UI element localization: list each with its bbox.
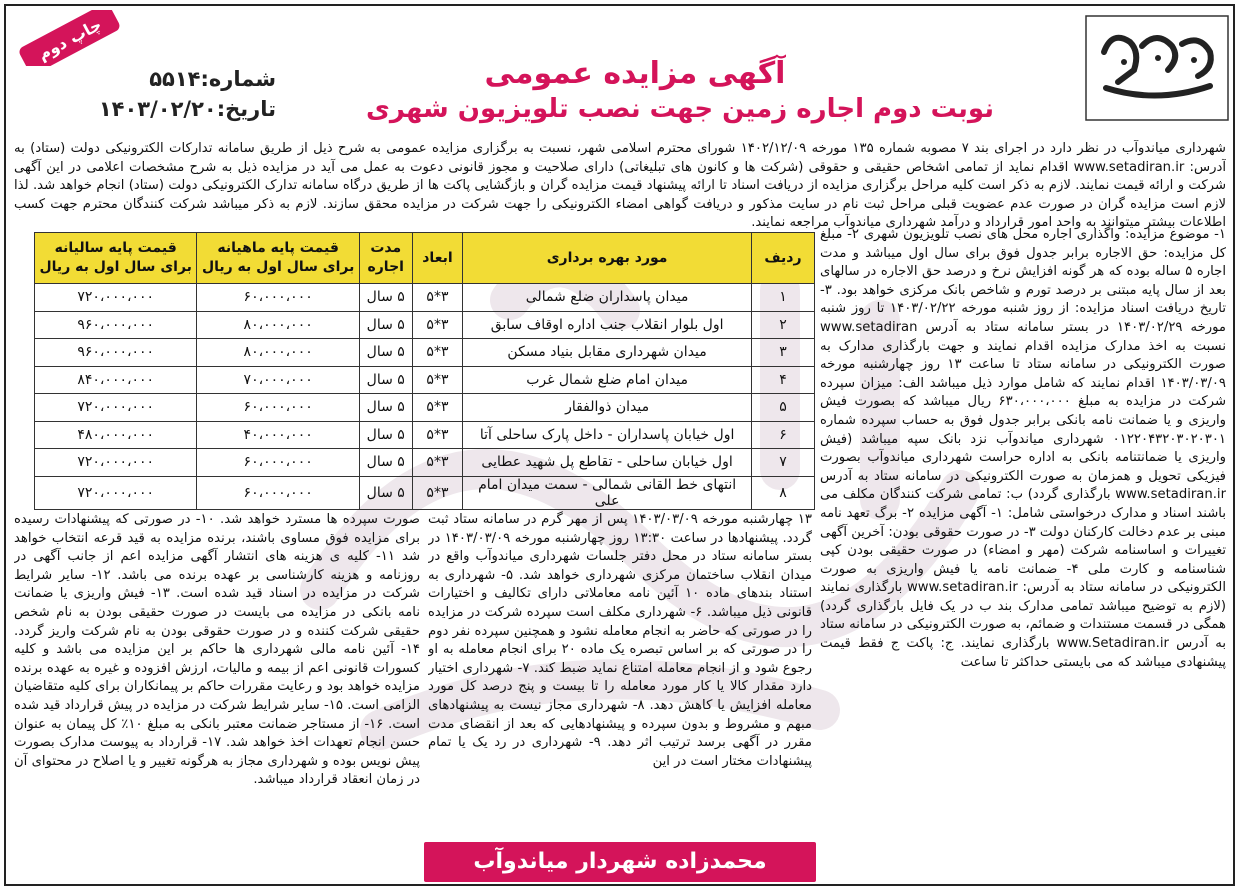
yearly-price-cell: ۹۶۰،۰۰۰،۰۰۰: [35, 339, 197, 367]
item-cell: اول خیابان پاسداران - داخل پارک ساحلی آتا: [463, 421, 752, 449]
dims-cell: ۳*۵: [412, 449, 463, 477]
header-dims: ابعاد: [412, 233, 463, 284]
monthly-price-cell: ۴۰،۰۰۰،۰۰۰: [197, 421, 359, 449]
duration-cell: ۵ سال: [359, 476, 412, 509]
dims-cell: ۳*۵: [412, 311, 463, 339]
monthly-price-cell: ۶۰،۰۰۰،۰۰۰: [197, 284, 359, 312]
intro-paragraph: شهرداری میاندوآب در نظر دارد در اجرای بند ۷ مصوبه شماره ۱۳۵ مورخه ۱۴۰۲/۱۲/۰۹ شورای محترم اسلامی شهر، نسبت به برگزاری مزایده عمومی به شرح ذیل از طریق سامانه تدارکات الکترونیکی دولت (ستاد) به آدرس: www.setadiran.ir اقدام نماید از تمامی اشخاص حقیقی و حقوقی (شرکت ها و کانون های تبلیغاتی) دارای صلاحیت و مجوز قانونی دعوت به عمل می آید در مزایده ذیل به شرح مشخصات اعلامی در این آگهی شرکت و ارائه قیمت نمایند. لازم به ذکر است کلیه مراحل برگزاری مزایده از دریافت اسناد تا ارائه پیشنهاد قیمت مزایده گران و بازگشایی پاکت ها از طریق درگاه سامانه تدارک الکترونیکی دولت (ستاد) انجام خواهد شد. لذا لازم است مزایده گران در صورت عدم عضویت قبلی مراحل ثبت نام در سایت مذکور و دریافت گواهی امضاء الکترونیکی را جهت شرکت در مزایده محقق سازند. لازم به ذکر میباشد شرکت کنندگان محترم جهت کسب اطلاعات بیشتر میتوانند به واحد امور قرارداد و درآمد شهرداری میاندوآب مراجعه نمایند.: [14, 141, 1226, 231]
header-yearly-price: قیمت پایه سالیانه برای سال اول به ریال: [35, 233, 197, 284]
item-cell: میدان ذوالفقار: [463, 394, 752, 422]
row-number-cell: ۸: [751, 476, 814, 509]
dims-cell: ۳*۵: [412, 366, 463, 394]
duration-cell: ۵ سال: [359, 366, 412, 394]
duration-cell: ۵ سال: [359, 339, 412, 367]
table-row: [35, 339, 815, 367]
table-row: [35, 476, 815, 509]
yearly-price-cell: ۸۴۰،۰۰۰،۰۰۰: [35, 366, 197, 394]
yearly-price-cell: ۷۲۰،۰۰۰،۰۰۰: [35, 449, 197, 477]
yearly-price-cell: ۷۲۰،۰۰۰،۰۰۰: [35, 284, 197, 312]
municipality-logo: [1082, 12, 1232, 124]
duration-cell: ۵ سال: [359, 284, 412, 312]
table-row: [35, 421, 815, 449]
table-row: [35, 394, 815, 422]
row-number-cell: ۴: [751, 366, 814, 394]
header-duration: مدت اجاره: [359, 233, 412, 284]
terms-column-left: صورت سپرده ها مسترد خواهد شد. ۱۰- در صورتی که پیشنهادات رسیده برای مزایده فوق مساوی باشند، برنده مزایده به قید قرعه انتخاب خواهد شد ۱۱- کلیه ی هزینه های انتشار آگهی مزایده اعم از جانب آگهی در روزنامه و هزینه کارشناسی بر عهده برنده می باشد. ۱۲- سایر شرایط شرکت در مزایده در اسناد قید شده است. ۱۳- فیش واریزی یا ضمانت نامه بانکی در مزایده می بایست در صورت حقیقی بودن به نام شخص حقیقی شرکت کننده و در صورت حقوقی بودن به نام شرکت واریز گردد. ۱۴- آئین نامه مالی شهرداری ها حاکم بر این مزایده می باشد و کلیه کسورات قانونی اعم از بیمه و مالیات، ارزش افزوده و غیره به عهده برنده مزایده خواهد بود و رعایت مقررات حاکم بر پیمانکاران برای کلیه متقاضیان الزامی است. ۱۵- سایر شرایط شرکت در مزایده در پیش قرارداد قید شده است. ۱۶- از مستاجر ضمانت معتبر بانکی به مبلغ ۱۰٪ کل پیمان به عنوان حسن انجام تعهدات اخذ خواهد شد. ۱۷- قرارداد به پیوست مدارک بصورت پیش نویس بوده و شهرداری مجاز به هرگونه تغییر و یا اصلاح در محتوای آن در زمان انعقاد قرارداد میباشد.: [14, 512, 420, 788]
row-number-cell: ۵: [751, 394, 814, 422]
duration-cell: ۵ سال: [359, 421, 412, 449]
terms-column-right: ۱- موضوع مزایده: واگذاری اجاره محل های نصب تلویزیون شهری ۲- مبلغ کل مزایده: حق الاجاره برابر جدول فوق برای سال اول میباشد و مدت اجاره ۵ ساله بوده که هر گونه افزایش نرخ و درصد حق الاجاره در سالهای بعد از سال پایه مبتنی بر درصد تورم و شاخص بانک مرکزی خواهد بود. ۳- تاریخ دریافت اسناد مزایده: از روز شنبه مورخه ۱۴۰۳/۰۲/۲۲ تا روز شنبه مورخه ۱۴۰۳/۰۲/۲۹ در بستر سامانه ستاد به آدرس www.setadiran نسبت به اخذ مدارک مزایده اقدام نمایند و جهت بارگذاری مدارک به صورت الکترونیکی در سامانه ستاد تا ساعت ۱۳ روز چهارشنبه مورخه ۱۴۰۳/۰۳/۰۹ اقدام نمایند که شامل موارد ذیل میباشد الف: میزان سپرده شرکت در مزایده به مبلغ ۶۳۰،۰۰۰،۰۰۰ ریال میباشد که بصورت فیش واریزی و یا ضمانت نامه بانکی برابر جدول فوق به حساب سپرده شماره ۰۱۲۲۰۴۳۲۰۳۰۲۰۳۰۱ شهرداری میاندوآب نزد بانک سپه میباشد (فیش واریزی یا ضمانتنامه بانکی به اداره حراست شهرداری میاندوآب بصورت فیزیکی تحویل و همزمان به صورت الکترونیکی در سامانه ستاد به آدرس www.setadiran.ir بارگذاری گردد) ب: تمامی شرکت کنندگان مکلف می باشند اسناد و مدارک درخواستی شامل: ۱- آگهی مزایده ۲- برگ تعهد نامه مبنی بر عدم دخالت کارکنان دولت ۳- در صورت حقوقی بودن: آخرین آگهی تغییرات و اساسنامه شرکت (مهر و امضاء) در صورت حقیقی بودن کپی شناسنامه و کارت ملی ۴- ضمانت نامه یا فیش واریزی به صورت الکترونیکی در سامانه ستاد به آدرس: www.setadiran.ir بارگذاری نمایند (لازم به توضیح میباشد تمامی مدارک بند ب در یک فایل بارگذاری گردد) همگی در قسمت مستندات و ضمائم، به صورت الکترونیکی در سامانه ستاد به آدرس www.Setadiran.ir بارگذاری نمایند. ج: پاکت ج فقط قیمت پیشنهادی میباشد که می بایستی حداکثر تا ساعت: [820, 227, 1226, 670]
item-cell: اول بلوار انقلاب جنب اداره اوقاف سابق: [463, 311, 752, 339]
yearly-price-cell: ۴۸۰،۰۰۰،۰۰۰: [35, 421, 197, 449]
ad-number: شماره:۵۵۱۴: [149, 67, 276, 91]
table-header-row: [35, 233, 815, 284]
yearly-price-cell: ۷۲۰،۰۰۰،۰۰۰: [35, 394, 197, 422]
page-title: آگهی مزایده عمومی: [484, 56, 786, 91]
mayor-signature-banner: محمدزاده شهردار میاندوآب: [424, 842, 816, 882]
ad-meta: [76, 64, 276, 124]
monthly-price-cell: ۶۰،۰۰۰،۰۰۰: [197, 476, 359, 509]
dims-cell: ۳*۵: [412, 476, 463, 509]
row-number-cell: ۳: [751, 339, 814, 367]
row-number-cell: ۶: [751, 421, 814, 449]
row-number-cell: ۲: [751, 311, 814, 339]
table-row: [35, 311, 815, 339]
item-cell: انتهای خط القانی شمالی - سمت میدان امام علی: [463, 476, 752, 509]
ad-date: تاریخ:۱۴۰۳/۰۲/۲۰: [98, 97, 276, 121]
table-row: [35, 284, 815, 312]
item-cell: میدان شهرداری مقابل بنیاد مسکن: [463, 339, 752, 367]
monthly-price-cell: ۸۰،۰۰۰،۰۰۰: [197, 339, 359, 367]
yearly-price-cell: ۷۲۰،۰۰۰،۰۰۰: [35, 476, 197, 509]
monthly-price-cell: ۶۰،۰۰۰،۰۰۰: [197, 449, 359, 477]
duration-cell: ۵ سال: [359, 449, 412, 477]
second-print-badge: [14, 10, 124, 66]
monthly-price-cell: ۶۰،۰۰۰،۰۰۰: [197, 394, 359, 422]
table-row: [35, 449, 815, 477]
monthly-price-cell: ۸۰،۰۰۰،۰۰۰: [197, 311, 359, 339]
header-row-number: ردیف: [751, 233, 814, 284]
dims-cell: ۳*۵: [412, 339, 463, 367]
row-number-cell: ۷: [751, 449, 814, 477]
yearly-price-cell: ۹۶۰،۰۰۰،۰۰۰: [35, 311, 197, 339]
header-monthly-price: قیمت پایه ماهیانه برای سال اول به ریال: [197, 233, 359, 284]
dims-cell: ۳*۵: [412, 394, 463, 422]
duration-cell: ۵ سال: [359, 394, 412, 422]
terms-column-middle: ۱۳ چهارشنبه مورخه ۱۴۰۳/۰۳/۰۹ پس از مهر گرم در سامانه ستاد ثبت گردد. پیشنهادها در ساعت ۱۳:۳۰ روز چهارشنبه مورخه ۱۴۰۳/۰۳/۰۹ در بستر سامانه ستاد در محل دفتر جلسات شهرداری میاندوآب واقع در میدان انقلاب ساختمان مرکزی شهرداری خواهد شد. ۵- شهرداری به استناد بندهای ماده ۱۰ آئین نامه معاملاتی دارای تکالیف و اختیارات قانونی ذیل میباشد. ۶- شهرداری مکلف است سپرده شرکت در مزایده را در صورتی که حاضر به انجام معامله نشود و همچنین سپرده نفر دوم را در صورتی که بر اساس تبصره یک ماده ۲۰ برای انجام معامله به او رجوع شود و از انجام معامله امتناع نماید ضبط کند. ۷- شهرداری اختیار دارد مقدار کالا یا کار مورد معامله را تا بیست و پنج درصد کل مورد معامله افزایش یا کاهش دهد. ۸- شهرداری مجاز نیست به پیشنهادهای مبهم و مشروط و بدون سپرده و پیشنهادهایی که بعد از انقضای مدت مقرر در آگهی برسد ترتیب اثر دهد. ۹- شهرداری در رد یک یا تمام پیشنهادات مختار است در این: [428, 512, 812, 769]
table-row: [35, 366, 815, 394]
item-cell: اول خیابان ساحلی - تقاطع پل شهید عطایی: [463, 449, 752, 477]
item-cell: میدان امام ضلع شمال غرب: [463, 366, 752, 394]
dims-cell: ۳*۵: [412, 284, 463, 312]
dims-cell: ۳*۵: [412, 421, 463, 449]
auction-table: [34, 232, 815, 510]
badge-text: چاپ دوم: [34, 14, 105, 64]
duration-cell: ۵ سال: [359, 311, 412, 339]
header-item: مورد بهره برداری: [463, 233, 752, 284]
page-subtitle: نوبت دوم اجاره زمین جهت نصب تلویزیون شهری: [365, 94, 994, 124]
monthly-price-cell: ۷۰،۰۰۰،۰۰۰: [197, 366, 359, 394]
row-number-cell: ۱: [751, 284, 814, 312]
item-cell: میدان پاسداران ضلع شمالی: [463, 284, 752, 312]
table-body: [35, 284, 815, 510]
